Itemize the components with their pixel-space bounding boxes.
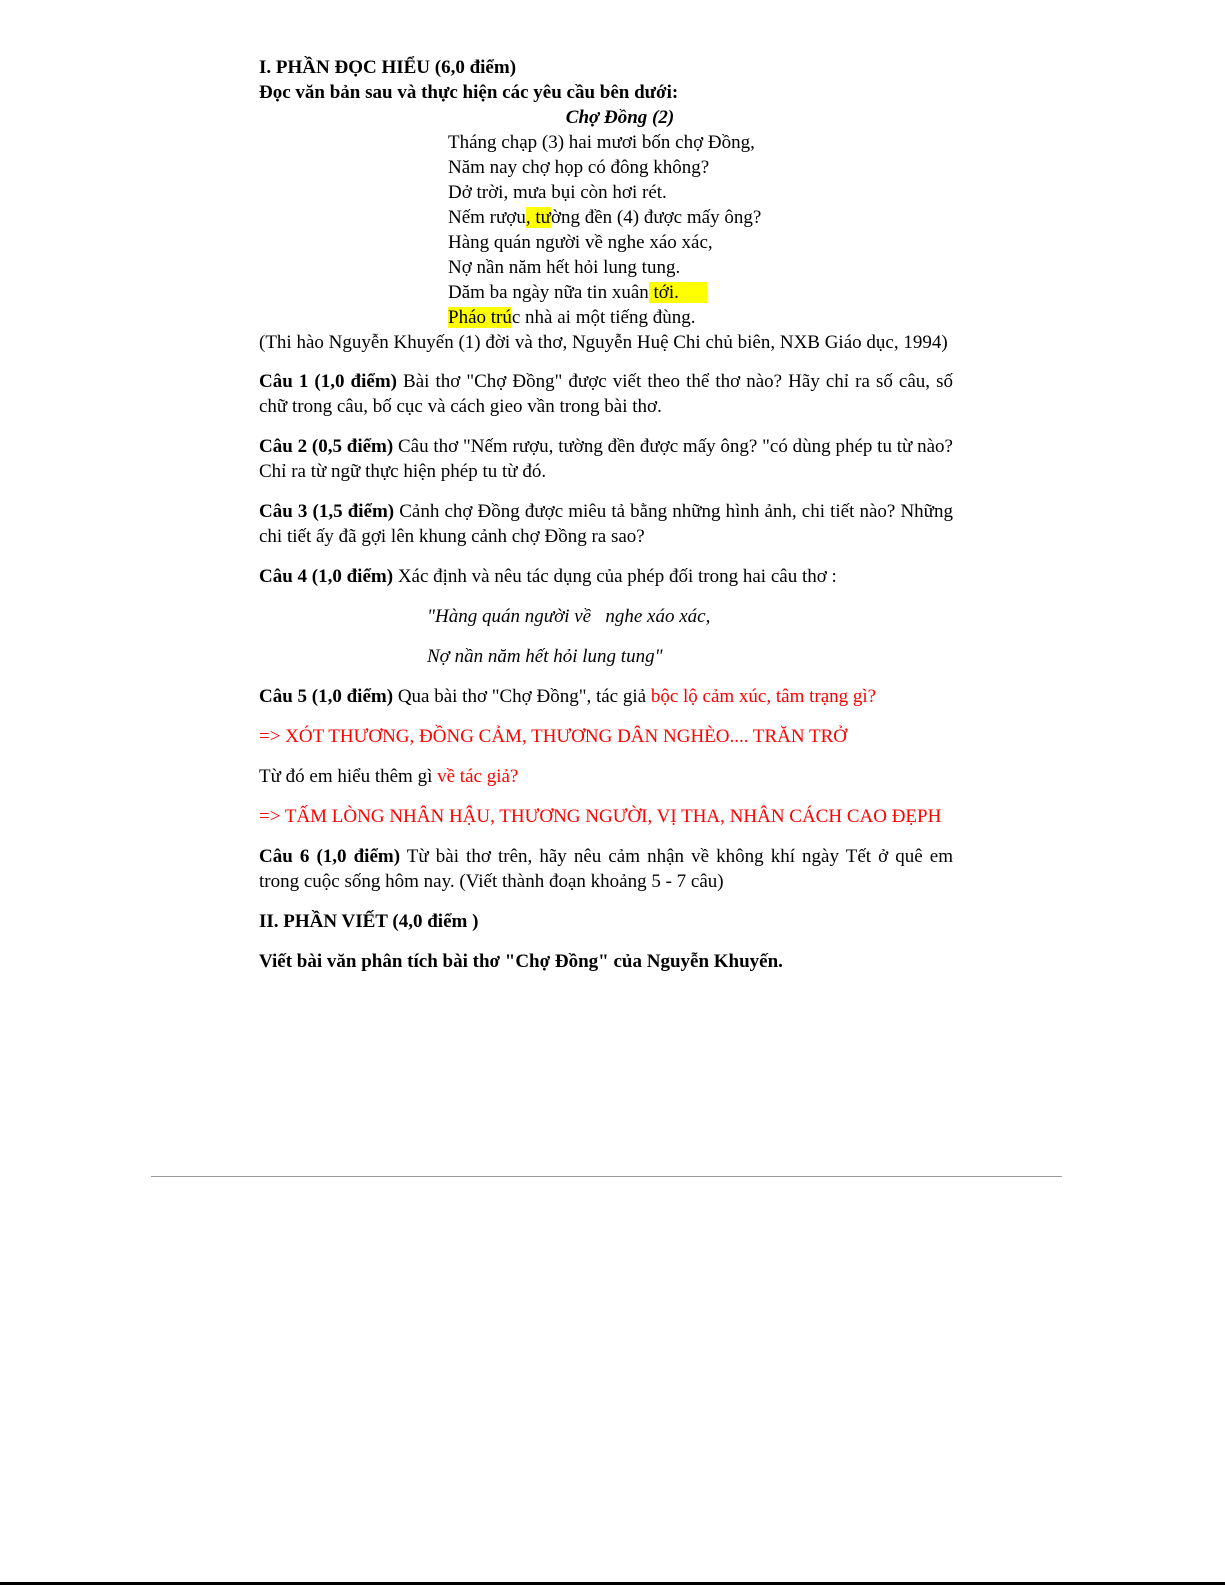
- poem-line: Dở trời, mưa bụi còn hơi rét.: [448, 182, 667, 203]
- highlight: , tư: [525, 207, 551, 228]
- document-content: [259, 55, 953, 974]
- instruction: Đọc văn bản sau và thực hiện các yêu cầu bên dưới:: [259, 82, 679, 103]
- poem-source: (Thi hào Nguyễn Khuyến (1) đời và thơ, Nguyễn Huệ Chi chủ biên, NXB Giáo dục, 1994): [259, 332, 948, 353]
- section1-heading: I. PHẦN ĐỌC HIỂU (6,0 điểm): [259, 57, 517, 78]
- poem-line: Nợ nần năm hết hỏi lung tung.: [448, 257, 681, 278]
- poem-line: Tháng chạp (3) hai mươi bốn chợ Đồng,: [448, 132, 755, 153]
- question-6: Câu 6 (1,0 điểm) Từ bài thơ trên, hãy nêu cảm nhận về không khí ngày Tết ở quê em trong cuộc sống hôm nay. (Viết thành đoạn khoảng 5 - 7 câu): [259, 846, 953, 892]
- highlight: tới.: [648, 282, 708, 303]
- question-1: Câu 1 (1,0 điểm) Bài thơ "Chợ Đồng" được viết theo thể thơ nào? Hãy chỉ ra số câu, số chữ trong câu, bố cục và cách gieo vần trong bài thơ.: [259, 371, 953, 417]
- answer-2: => TẤM LÒNG NHÂN HẬU, THƯƠNG NGƯỜI, VỊ THA, NHÂN CÁCH CAO ĐẸPH: [259, 806, 942, 827]
- question-4: Câu 4 (1,0 điểm) Xác định và nêu tác dụng của phép đối trong hai câu thơ :: [259, 566, 837, 587]
- quote-verse: [427, 604, 953, 669]
- question-3: Câu 3 (1,5 điểm) Cảnh chợ Đồng được miêu tả bằng những hình ảnh, chi tiết nào? Những chi tiết ấy đã gợi lên khung cảnh chợ Đồng ra sao?: [259, 501, 953, 547]
- highlight: Pháo trú: [448, 307, 512, 328]
- poem-line: Năm nay chợ họp có đông không?: [448, 157, 710, 178]
- answer-1: => XÓT THƯƠNG, ĐỒNG CẢM, THƯƠNG DÂN NGHÈO.... TRĂN TRỞ: [259, 726, 848, 747]
- quote-line-1: "Hàng quán người về nghe xáo xác,: [427, 606, 711, 627]
- quote-line-2: Nợ nần năm hết hỏi lung tung": [427, 646, 663, 667]
- poem-line: Pháo trúc nhà ai một tiếng đùng.: [448, 307, 696, 328]
- followup-question: Từ đó em hiểu thêm gì về tác giả?: [259, 766, 519, 787]
- poem: [448, 130, 953, 330]
- question-2: Câu 2 (0,5 điểm) Câu thơ "Nếm rượu, tường đền được mấy ông? "có dùng phép tu từ nào? Chỉ ra từ ngữ thực hiện phép tu từ đó.: [259, 436, 953, 482]
- section2-heading: II. PHẦN VIẾT (4,0 điểm ): [259, 911, 479, 932]
- writing-task: Viết bài văn phân tích bài thơ "Chợ Đồng" của Nguyễn Khuyến.: [259, 951, 783, 972]
- poem-line: Dăm ba ngày nữa tin xuân tới.: [448, 282, 708, 303]
- poem-title: Chợ Đồng (2): [565, 107, 675, 128]
- poem-line: Hàng quán người về nghe xáo xác,: [448, 232, 713, 253]
- poem-line: Nếm rượu, tường đền (4) được mấy ông?: [448, 207, 762, 228]
- page-divider: [151, 1176, 1062, 1177]
- question-5: Câu 5 (1,0 điểm) Qua bài thơ "Chợ Đồng", tác giả bộc lộ cảm xúc, tâm trạng gì?: [259, 686, 877, 707]
